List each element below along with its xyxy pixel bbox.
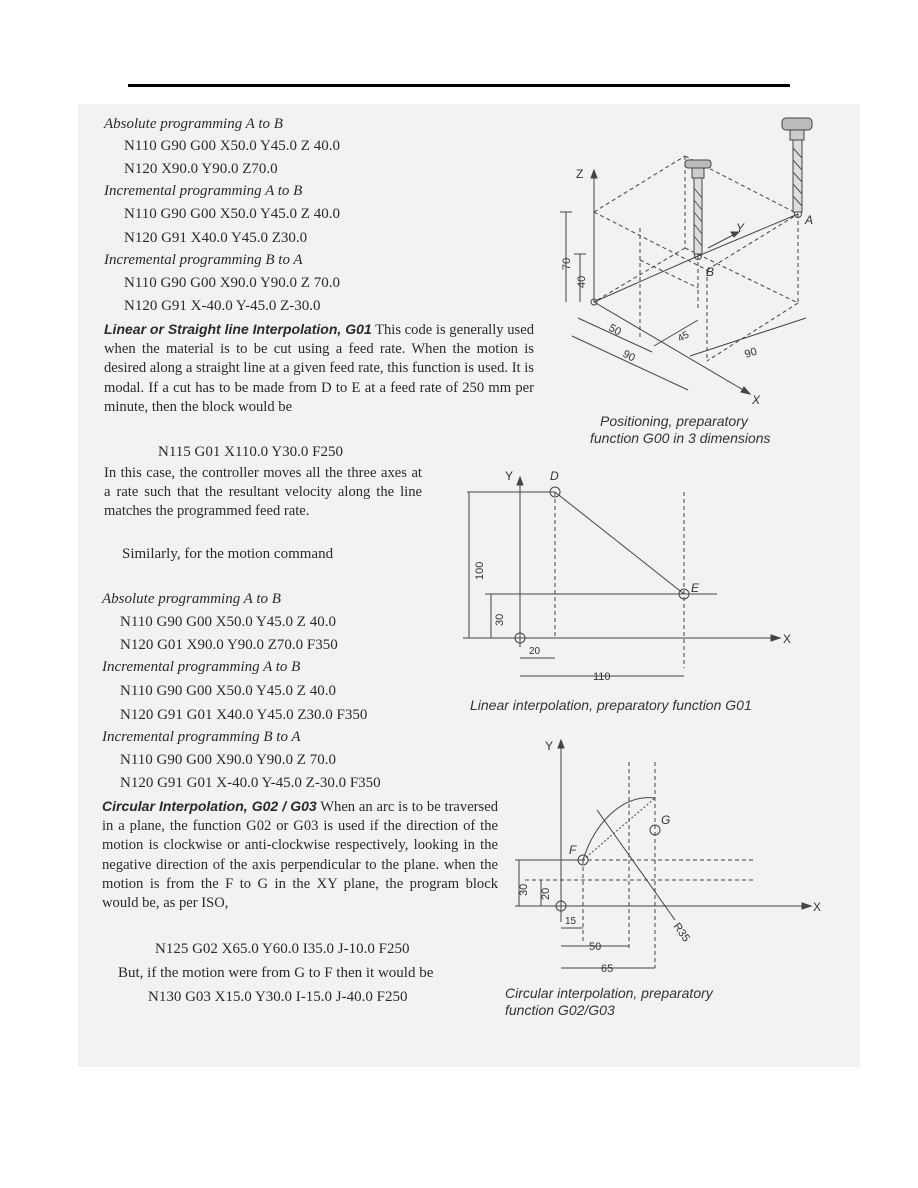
dim-65: 65: [601, 963, 614, 975]
code-line: N120 G91 G01 X40.0 Y45.0 Z30.0 F350: [120, 707, 368, 723]
label-g: G: [661, 813, 671, 827]
code-line: N110 G90 G00 X90.0 Y90.0 Z 70.0: [124, 275, 340, 291]
label-f: F: [569, 843, 577, 857]
z-axis-arrow: [591, 170, 597, 178]
figure-g02-circular: [505, 732, 825, 984]
code-line: N110 G90 G00 X50.0 Y45.0 Z 40.0: [120, 683, 336, 699]
code-line: N125 G02 X65.0 Y60.0 I35.0 J-10.0 F250: [155, 941, 410, 957]
code-line: N110 G90 G00 X90.0 Y90.0 Z 70.0: [120, 752, 336, 768]
linear-body: This code is generally used when the material is to be cut using a feed rate. When the motion is desired along a straight line at a given feed rate, this function is used. It is modal. If a cut has to be made from D to E at a feed rate of 250 mm per minute, then the block would be: [104, 322, 534, 415]
but-text: But, if the motion were from G to F then it would be: [118, 965, 434, 981]
label-x: X: [752, 393, 761, 407]
circular-body2: the motion is from the F to G in the XY plane, the program block would be, as per ISO,: [102, 856, 499, 912]
dim-20: 20: [529, 646, 541, 657]
x-axis-arrow: [741, 387, 750, 394]
code-line: N120 G91 X40.0 Y45.0 Z30.0: [124, 230, 308, 246]
dim-100: 100: [474, 561, 486, 580]
label-z: Z: [576, 167, 584, 181]
path-d-to-e: [555, 492, 684, 594]
code-line: N130 G03 X15.0 Y30.0 I-15.0 J-40.0 F250: [148, 989, 408, 1005]
code-line: N120 X90.0 Y90.0 Z70.0: [124, 161, 278, 177]
dim-45-line: [654, 320, 698, 346]
figure-g02-caption: [505, 985, 713, 1019]
dim-30: 30: [518, 883, 530, 896]
code-line: N110 G90 G00 X50.0 Y45.0 Z 40.0: [120, 614, 336, 630]
heading-incremental-ba: Incremental programming B to A: [104, 252, 303, 268]
dim-15: 15: [565, 916, 577, 927]
dim-20: 20: [540, 887, 552, 900]
caption-line: Circular interpolation, preparatory: [505, 985, 713, 1001]
code-line: N110 G90 G00 X50.0 Y45.0 Z 40.0: [124, 138, 340, 154]
heading-absolute-ab: Absolute programming A to B: [104, 116, 283, 132]
label-x: X: [813, 900, 822, 914]
tool-at-b: [685, 160, 711, 254]
dim-50: 50: [589, 941, 602, 953]
label-y: Y: [505, 469, 514, 483]
code-line: N110 G90 G00 X50.0 Y45.0 Z 40.0: [124, 206, 340, 222]
linear-explain: In this case, the controller moves all the three axes at a rate such that the resultant velocity along the line matches the programmed feed rate.: [104, 465, 422, 520]
circular-when: when: [443, 856, 476, 873]
label-a: A: [805, 213, 814, 227]
dim-70: 70: [561, 257, 573, 270]
label-b: B: [706, 265, 715, 279]
label-e: E: [691, 581, 700, 595]
linear-paragraph: [104, 320, 534, 417]
dim-45: 45: [676, 329, 692, 345]
figure-g01-caption: Linear interpolation, preparatory function G01: [470, 697, 752, 713]
label-y: Y: [736, 221, 745, 235]
similarly-text: Similarly, for the motion command: [122, 546, 334, 562]
figure-g00-caption: [590, 413, 771, 447]
dim-r35: R35: [670, 920, 692, 945]
figure-g01-linear: [455, 462, 795, 692]
path-b-to-a: [698, 214, 798, 256]
caption-line: function G02/G03: [505, 1002, 615, 1018]
dim-90: 90: [620, 348, 638, 365]
dim-30: 30: [494, 613, 506, 626]
heading-incremental-ab: Incremental programming A to B: [102, 659, 301, 675]
path-to-b: [594, 256, 698, 302]
figure-g00-3d: [540, 108, 840, 408]
caption-line: Positioning, preparatory: [600, 413, 748, 429]
circular-heading: Circular Interpolation, G02 / G03: [102, 798, 317, 814]
dim-40: 40: [576, 275, 588, 288]
linear-heading: Linear or Straight line Interpolation, G01: [104, 321, 372, 337]
label-x: X: [783, 632, 792, 646]
caption-line: function G00 in 3 dimensions: [590, 430, 771, 446]
code-line: N120 G01 X90.0 Y90.0 Z70.0 F350: [120, 637, 338, 653]
top-rule: [128, 84, 790, 87]
label-y: Y: [545, 739, 554, 753]
heading-absolute-ab: Absolute programming A to B: [102, 591, 281, 607]
tool-at-a: [782, 118, 812, 212]
circular-body1: When an arc is to be traversed in a plane, the function G02 or G03 is used if the direction of the motion is clockwise or anti-clockwise respectively, looking in the negative direction of the axis perpendicular to the plane.: [102, 799, 498, 873]
label-d: D: [550, 469, 559, 483]
dim-110: 110: [593, 671, 611, 683]
code-line: N115 G01 X110.0 Y30.0 F250: [158, 444, 344, 460]
heading-incremental-ba: Incremental programming B to A: [102, 729, 301, 745]
code-line: N120 G91 X-40.0 Y-45.0 Z-30.0: [124, 298, 321, 314]
heading-incremental-ab: Incremental programming A to B: [104, 183, 303, 199]
code-line: N120 G91 G01 X-40.0 Y-45.0 Z-30.0 F350: [120, 775, 381, 791]
dim-90-right: 90: [743, 345, 759, 361]
circular-paragraph: [102, 797, 498, 913]
dim-50: 50: [606, 322, 624, 339]
x-axis: [594, 302, 745, 391]
